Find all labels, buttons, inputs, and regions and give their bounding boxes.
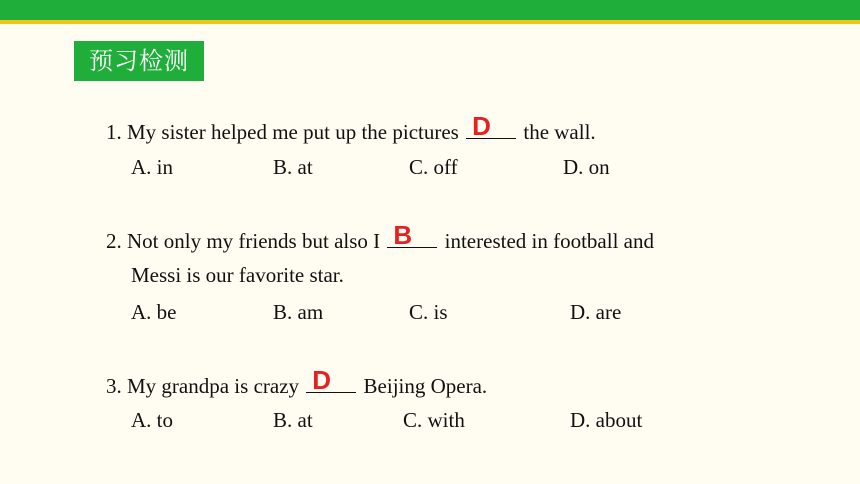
option-a: A. be — [131, 300, 177, 324]
option-d: D. are — [570, 300, 622, 324]
question-text-after: Beijing Opera. — [363, 374, 488, 398]
question-text-after: interested in football and — [444, 229, 654, 253]
option-d: D. on — [563, 155, 610, 179]
header-bar — [0, 0, 860, 20]
question-number: 3. — [106, 374, 122, 398]
question-number: 1. — [106, 120, 122, 144]
answer-blank — [387, 220, 437, 250]
answer-letter: D — [472, 111, 491, 141]
option-a: A. in — [131, 155, 173, 179]
question-3-stem — [106, 365, 488, 398]
option-b: B. at — [273, 155, 313, 179]
question-text-before: Not only my friends but also I — [127, 229, 381, 253]
option-b: B. at — [273, 408, 313, 432]
section-tag: 预习检测 — [74, 41, 204, 81]
question-2-stem — [106, 220, 654, 253]
answer-blank — [306, 365, 356, 395]
header-stripe — [0, 20, 860, 24]
option-c: C. is — [409, 300, 448, 324]
answer-blank — [466, 111, 516, 141]
question-1-stem — [106, 111, 596, 144]
question-text-before: My grandpa is crazy — [127, 374, 300, 398]
option-b: B. am — [273, 300, 324, 324]
option-a: A. to — [131, 408, 173, 432]
option-d: D. about — [570, 408, 643, 432]
question-2-continuation: Messi is our favorite star. — [131, 263, 344, 287]
answer-letter: D — [312, 365, 332, 395]
option-c: C. with — [403, 408, 465, 432]
option-c: C. off — [409, 155, 458, 179]
question-text-before: My sister helped me put up the pictures — [127, 120, 459, 144]
question-number: 2. — [106, 229, 122, 253]
answer-letter: B — [393, 220, 413, 250]
question-text-after: the wall. — [523, 120, 596, 144]
